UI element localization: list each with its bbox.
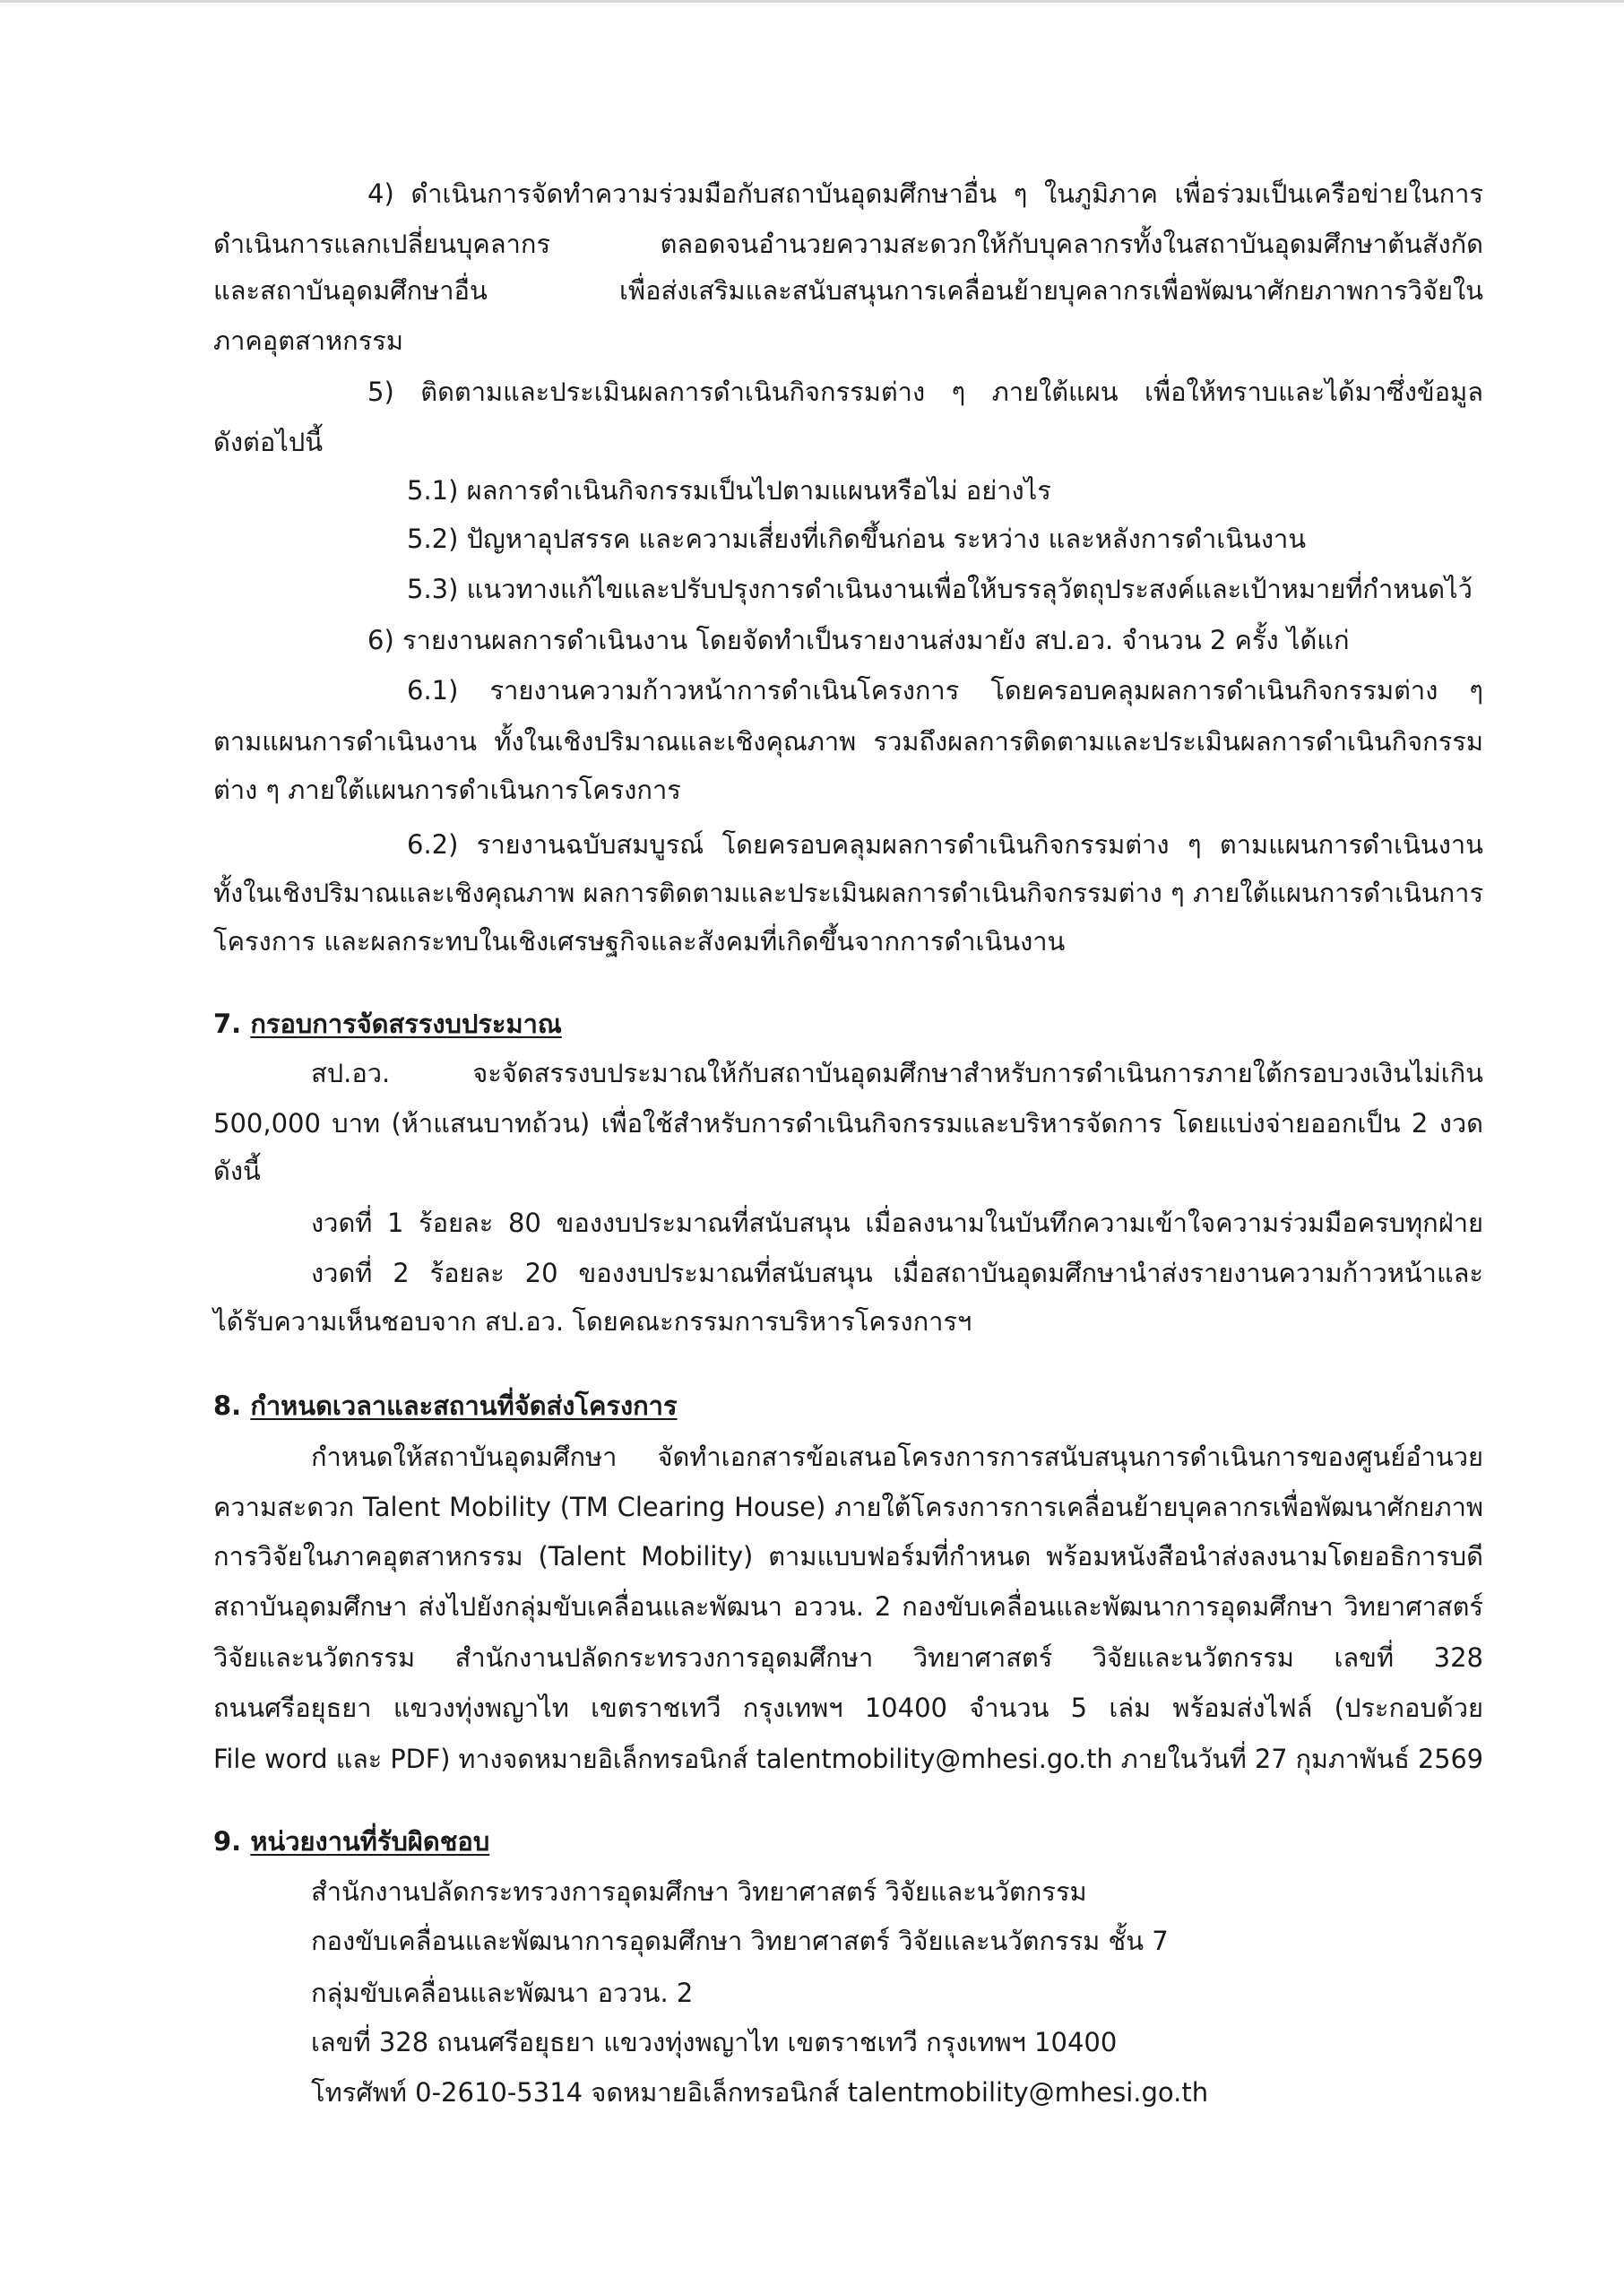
section-number: 7.	[213, 1009, 242, 1039]
section-8-line: ถนนศรีอยุธยา แขวงทุ่งพญาไท เขตราชเทวี กรุงเทพฯ 10400 จำนวน 5 เล่ม พร้อมส่งไฟล์ (ประกอบด้วย	[213, 1693, 1483, 1723]
section-9-line: โทรศัพท์ 0-2610-5314 จดหมายอิเล็กทรอนิกส์ talentmobility@mhesi.go.th	[311, 2077, 1209, 2108]
section-9-line: เลขที่ 328 ถนนศรีอยุธยา แขวงทุ่งพญาไท เขตราชเทวี กรุงเทพฯ 10400	[311, 2027, 1118, 2057]
item-5-2: 5.2) ปัญหาอุปสรรค และความเสี่ยงที่เกิดขึ้นก่อน ระหว่าง และหลังการดำเนินงาน	[407, 524, 1307, 554]
section-8-line: File word และ PDF) ทางจดหมายอิเล็กทรอนิกส์ talentmobility@mhesi.go.th ภายในวันที่ 27 กุมภาพันธ์ 2569	[213, 1744, 1483, 1774]
item-6: 6) รายงานผลการดำเนินงาน โดยจัดทำเป็นรายงานส่งมายัง สป.อว. จำนวน 2 ครั้ง ได้แก่	[367, 625, 1350, 655]
section-8-line: การวิจัยในภาคอุตสาหกรรม (Talent Mobility) ตามแบบฟอร์มที่กำหนด พร้อมหนังสือนำส่งลงนามโดยอธิการบดี	[213, 1541, 1483, 1572]
item-5-3: 5.3) แนวทางแก้ไขและปรับปรุงการดำเนินงานเพื่อให้บรรลุวัตถุประสงค์และเป้าหมายที่กำหนดไว้	[407, 574, 1473, 604]
section-7-line: สป.อว. จะจัดสรรงบประมาณให้กับสถาบันอุดมศึกษาสำหรับการดำเนินการภายใต้กรอบวงเงินไม่เกิน	[311, 1058, 1483, 1088]
section-7-line: ได้รับความเห็นชอบจาก สป.อว. โดยคณะกรรมการบริหารโครงการฯ	[213, 1306, 972, 1337]
section-7-line: งวดที่ 2 ร้อยละ 20 ของงบประมาณที่สนับสนุน เมื่อสถาบันอุดมศึกษานำส่งรายงานความก้าวหน้าและ	[311, 1258, 1483, 1288]
section-number: 8.	[213, 1390, 242, 1421]
item-6-1-line: ตามแผนการดำเนินงาน ทั้งในเชิงปริมาณและเชิงคุณภาพ รวมถึงผลการติดตามและประเมินผลการดำเนินกิจกรรม	[213, 726, 1483, 757]
item-4-line: ดำเนินการแลกเปลี่ยนบุคลากร ตลอดจนอำนวยความสะดวกให้กับบุคลากรทั้งในสถาบันอุดมศึกษาต้นสังกัด	[213, 229, 1483, 259]
item-5-1: 5.1) ผลการดำเนินกิจกรรมเป็นไปตามแผนหรือไม่ อย่างไร	[407, 475, 1051, 506]
item-6-2-line: 6.2) รายงานฉบับสมบูรณ์ โดยครอบคลุมผลการดำเนินกิจกรรมต่าง ๆ ตามแผนการดำเนินงาน	[407, 829, 1483, 860]
section-title: หน่วยงานที่รับผิดชอบ	[250, 1826, 490, 1857]
section-9-heading	[213, 1822, 489, 1861]
item-6-1-line: 6.1) รายงานความก้าวหน้าการดำเนินโครงการ โดยครอบคลุมผลการดำเนินกิจกรรมต่าง ๆ	[407, 675, 1483, 706]
section-9-line: กองขับเคลื่อนและพัฒนาการอุดมศึกษา วิทยาศาสตร์ วิจัยและนวัตกรรม ชั้น 7	[311, 1926, 1169, 1956]
section-7-heading	[213, 1004, 562, 1044]
section-8-line: วิจัยและนวัตกรรม สำนักงานปลัดกระทรวงการอุดมศึกษา วิทยาศาสตร์ วิจัยและนวัตกรรม เลขที่ 328	[213, 1642, 1483, 1673]
section-7-line: งวดที่ 1 ร้อยละ 80 ของงบประมาณที่สนับสนุน เมื่อลงนามในบันทึกความเข้าใจความร่วมมือครบทุกฝ่าย	[311, 1208, 1483, 1238]
section-title: กำหนดเวลาและสถานที่จัดส่งโครงการ	[250, 1390, 678, 1421]
section-8-line: ความสะดวก Talent Mobility (TM Clearing House) ภายใต้โครงการการเคลื่อนย้ายบุคลากรเพื่อพัฒนาศักยภาพ	[213, 1492, 1483, 1522]
item-6-2-line: ทั้งในเชิงปริมาณและเชิงคุณภาพ ผลการติดตามและประเมินผลการดำเนินกิจกรรมต่าง ๆ ภายใต้แผนการดำเนินการ	[213, 878, 1483, 908]
scan-edge	[0, 0, 1624, 3]
item-5-line: ดังต่อไปนี้	[213, 427, 324, 457]
item-6-2-line: โครงการ และผลกระทบในเชิงเศรษฐกิจและสังคมที่เกิดขึ้นจากการดำเนินงาน	[213, 926, 1066, 957]
section-9-line: กลุ่มขับเคลื่อนและพัฒนา อววน. 2	[311, 1978, 694, 2008]
section-8-line: กำหนดให้สถาบันอุดมศึกษา จัดทำเอกสารข้อเสนอโครงการการสนับสนุนการดำเนินการของศูนย์อำนวย	[311, 1442, 1483, 1472]
section-7-line: ดังนี้	[213, 1156, 261, 1186]
section-8-line: สถาบันอุดมศึกษา ส่งไปยังกลุ่มขับเคลื่อนและพัฒนา อววน. 2 กองขับเคลื่อนและพัฒนาการอุดมศึกษา วิทยาศาสตร์	[213, 1591, 1483, 1622]
section-7-line: 500,000 บาท (ห้าแสนบาทถ้วน) เพื่อใช้สำหรับการดำเนินกิจกรรมและบริหารจัดการ โดยแบ่งจ่ายออกเป็น 2 งวด	[213, 1108, 1483, 1139]
section-8-heading	[213, 1386, 678, 1425]
item-4-line: 4) ดำเนินการจัดทำความร่วมมือกับสถาบันอุดมศึกษาอื่น ๆ ในภูมิภาค เพื่อร่วมเป็นเครือข่ายในการ	[367, 178, 1483, 209]
item-4-line: และสถาบันอุดมศึกษาอื่น เพื่อส่งเสริมและสนับสนุนการเคลื่อนย้ายบุคลากรเพื่อพัฒนาศักยภาพการวิจัยใน	[213, 275, 1483, 306]
item-5-line: 5) ติดตามและประเมินผลการดำเนินกิจกรรมต่าง ๆ ภายใต้แผน เพื่อให้ทราบและได้มาซึ่งข้อมูล	[367, 377, 1483, 407]
item-6-1-line: ต่าง ๆ ภายใต้แผนการดำเนินการโครงการ	[213, 775, 681, 805]
section-title: กรอบการจัดสรรงบประมาณ	[250, 1009, 562, 1039]
section-number: 9.	[213, 1826, 242, 1857]
item-4-line: ภาคอุตสาหกรรม	[213, 325, 403, 356]
section-9-line: สำนักงานปลัดกระทรวงการอุดมศึกษา วิทยาศาสตร์ วิจัยและนวัตกรรม	[311, 1876, 1087, 1907]
